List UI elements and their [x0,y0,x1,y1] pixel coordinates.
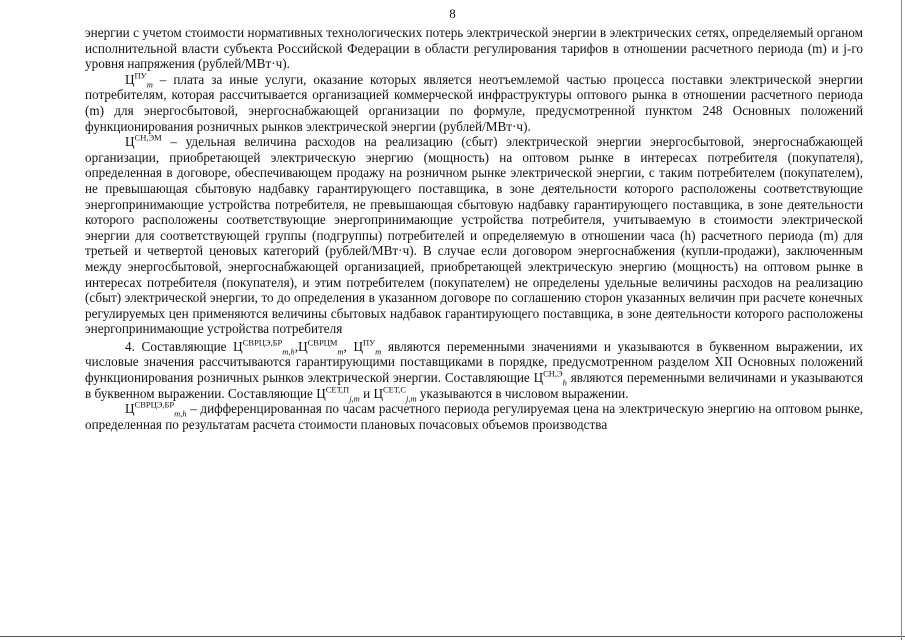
symbol-set-s: $Ц^{СЕТ,С}_{j,m}$ [373,384,417,404]
symbol-pu: $Ц^{ПУ}_m$ [125,70,153,90]
paragraph-wholesale-price-text: – дифференцированная по часам расчетного периода регулируемая цена на электрическую энергию на оптовом рынке, определенная по результатам расчета стоимости плановых почасовых объемов производства [85,401,863,432]
symbol-set-p: $Ц^{СЕТ,П}_{j,m}$ [316,384,360,404]
paragraph-sales-costs [85,134,863,337]
symbol-svrcm: $Ц^{СВРЦМ}_m$ [298,337,344,357]
symbol-pu-2: $Ц^{ПУ}_m$ [353,337,382,357]
scan-edge-right [901,0,902,640]
paragraph-4-text-2: являются переменными величинами и указываются в буквенном выражении. Составляющие [85,370,864,401]
paragraph-other-services-text: – плата за иные услуги, оказание которых является неотъемлемой частью процесса поставки электрической энергии потребителям, которая рассчитывается организацией коммерческой инфраструктуры оптового рынка в отношении расчетного периода (m) для энергосбытовой, энергоснабжающей организации по формуле, предусмотренной пунктом 248 Основных положений функционирования розничных рынков электрической энергии (рублей/МВт·ч). [85,71,863,134]
paragraph-wholesale-price [85,401,863,432]
page-number: 8 [449,6,456,21]
symbol-sn-em: $Ц^{СН,ЭМ}$ [125,132,162,150]
paragraph-losses-text: энергии с учетом стоимости нормативных технологических потерь электрической энергии в электрических сетях, определяемый органом исполнительной власти субъекта Российской Федерации в области регулирования тарифов в отношении расчетного периода (m) и j-го уровня напряжения (рублей/МВт·ч). [85,25,863,72]
paragraph-sales-costs-text: – удельная величина расходов на реализацию (сбыт) электрической энергии энергосбытовой, энергоснабжающей организации, приобретающей электрическую энергию (мощность) на оптовом рынке в интересах потребителя (покупателя), определенная в договоре, обеспечивающем продажу на розничном рынке электрической энергии, с таким потребителем (покупателем), не превышающая сбытовую надбавку гарантирующего поставщика, в зоне деятельности которого расположены соответствующие энергопринимающие устройства потребителя, не превышающая сбытовую надбавку гарантирующего поставщика, в зоне деятельности которого расположены соответствующие энергопринимающие устройства потребителя, учитываемую в стоимости электрической энергии для соответствующей группы (подгруппы) потребителей и определяемую в отношении часа (h) расчетного периода (m) для третьей и четвертой ценовых категорий (рублей/МВт·ч). В случае если договором энергоснабжения (купли-продажи), заключенным между энергосбытовой, энергоснабжающей организацией, приобретающей электрическую энергию (мощность) на оптовом рынке в интересах потребителя (покупателя), и этим потребителем (покупателем) не определены удельные величины расходов на реализацию (сбыт) электрической энергии, то до определения в указанном договоре по соглашению сторон указанных величин при расчете конечных регулируемых цен применяются величины сбытовых надбавок гарантирующего поставщика, в зоне деятельности которого расположены энергопринимающие устройства потребителя [85,134,863,337]
symbol-svrc-e-br-def: $Ц^{СВРЦЭ,БР}_{m,h}$ [125,399,187,419]
document-body [85,25,863,432]
paragraph-4-text-1: являются переменными значениями и указываются в буквенном выражении, их числовые значения рассчитываются гарантирующими поставщиками в порядке, предусмотренном разделом XII Основных положений функционирования розничных рынков электрической энергии. Составляющие [85,338,863,386]
paragraph-4: 4. Составляющие $Ц^{СВРЦЭ,БР}_{m,h},Ц^{СВРЦМ}_m$, $Ц^{ПУ}_m$ являются переменными значениями и указываются в буквенном выражении, их числовые значения рассчитываются гарантирующими поставщиками в порядке, предусмотренном разделом XII Основных положений функционирования розничных рынков электрической энергии. Составляющие $Ц^{СН,Э}_h$ являются переменными величинами и указываются в буквенном выражении. Составляющие $Ц^{СЕТ,П}_{j,m}$ и $Ц^{СЕТ,С}_{j,m}$ указываются в числовом выражении. [85,337,864,404]
paragraph-other-services [85,72,863,134]
symbol-svrc-e-br: $Ц^{СВРЦЭ,БР}_{m,h}$ [233,337,295,357]
symbol-sn-e: $Ц^{СН,Э}_h$ [533,368,567,388]
paragraph-losses [85,25,863,72]
paragraph-4-lead: 4. Составляющие [125,338,234,354]
paragraph-4-text-3: указываются в числовом выражении. [416,385,629,401]
scan-edge-bottom [0,636,905,637]
